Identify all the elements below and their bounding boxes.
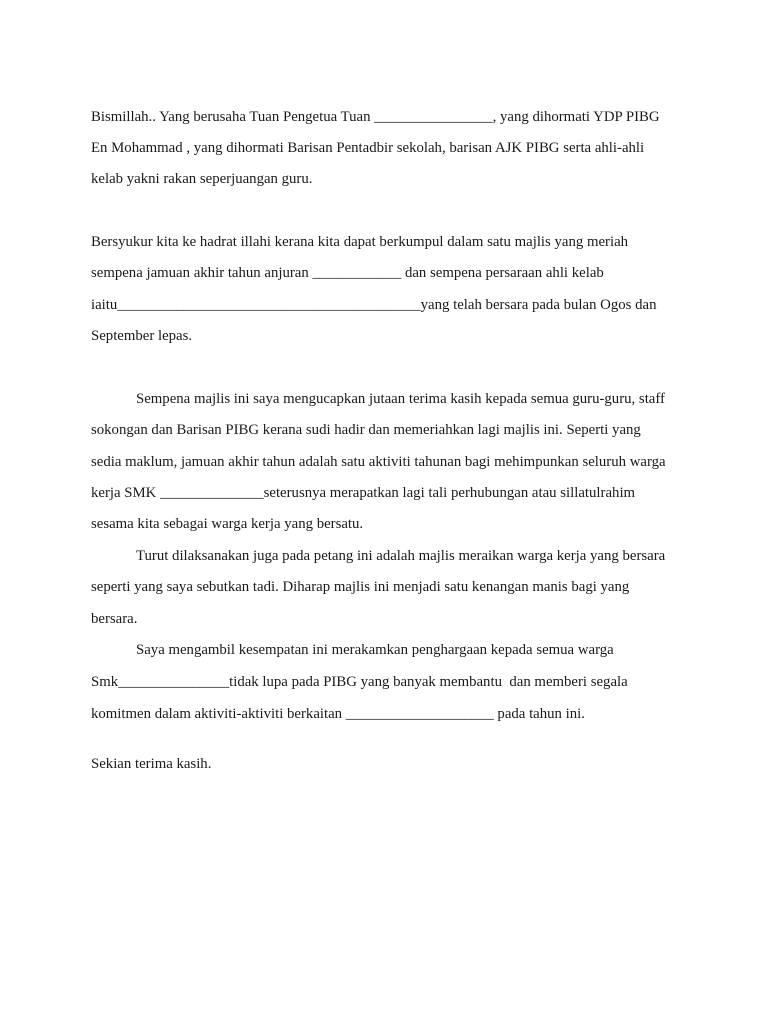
text-line: komitmen dalam aktiviti-aktiviti berkaitan ____________________ pada tahun ini. bbox=[91, 706, 585, 722]
text-line: September lepas. bbox=[91, 328, 193, 344]
text-line: Bismillah.. Yang berusaha Tuan Pengetua Tuan ________________, yang dihormati YDP PIBG bbox=[91, 109, 660, 125]
text-line: bersara. bbox=[91, 611, 138, 627]
text-line: En Mohammad , yang dihormati Barisan Pentadbir sekolah, barisan AJK PIBG serta ahli-ahli bbox=[91, 140, 645, 156]
text-line: kerja SMK ______________seterusnya merapatkan lagi tali perhubungan atau sillatulrahim bbox=[91, 485, 636, 501]
text-line: Turut dilaksanakan juga pada petang ini adalah majlis meraikan warga kerja yang bersara bbox=[136, 548, 666, 564]
text-line: Saya mengambil kesempatan ini merakamkan penghargaan kepada semua warga bbox=[136, 642, 614, 658]
text-line: kelab yakni rakan seperjuangan guru. bbox=[91, 171, 313, 187]
text-line: sempena jamuan akhir tahun anjuran ____________ dan sempena persaraan ahli kelab bbox=[91, 265, 604, 281]
text-line: Sempena majlis ini saya mengucapkan jutaan terima kasih kepada semua guru-guru, staff bbox=[136, 391, 665, 407]
closing-line: Sekian terima kasih. bbox=[91, 756, 212, 772]
text-line: sedia maklum, jamuan akhir tahun adalah satu aktiviti tahunan bagi mehimpunkan seluruh warga bbox=[91, 454, 666, 470]
text-line: Bersyukur kita ke hadrat illahi kerana kita dapat berkumpul dalam satu majlis yang meriah bbox=[91, 234, 629, 250]
text-line: sesama kita sebagai warga kerja yang bersatu. bbox=[91, 516, 364, 532]
text-line: seperti yang saya sebutkan tadi. Diharap majlis ini menjadi satu kenangan manis bagi yang bbox=[91, 579, 630, 595]
text-line: sokongan dan Barisan PIBG kerana sudi hadir dan memeriahkan lagi majlis ini. Seperti yang bbox=[91, 422, 641, 438]
text-line: Smk_______________tidak lupa pada PIBG yang banyak membantu dan memberi segala bbox=[91, 674, 628, 690]
text-line: iaitu_________________________________________yang telah bersara pada bulan Ogos dan bbox=[91, 297, 657, 313]
